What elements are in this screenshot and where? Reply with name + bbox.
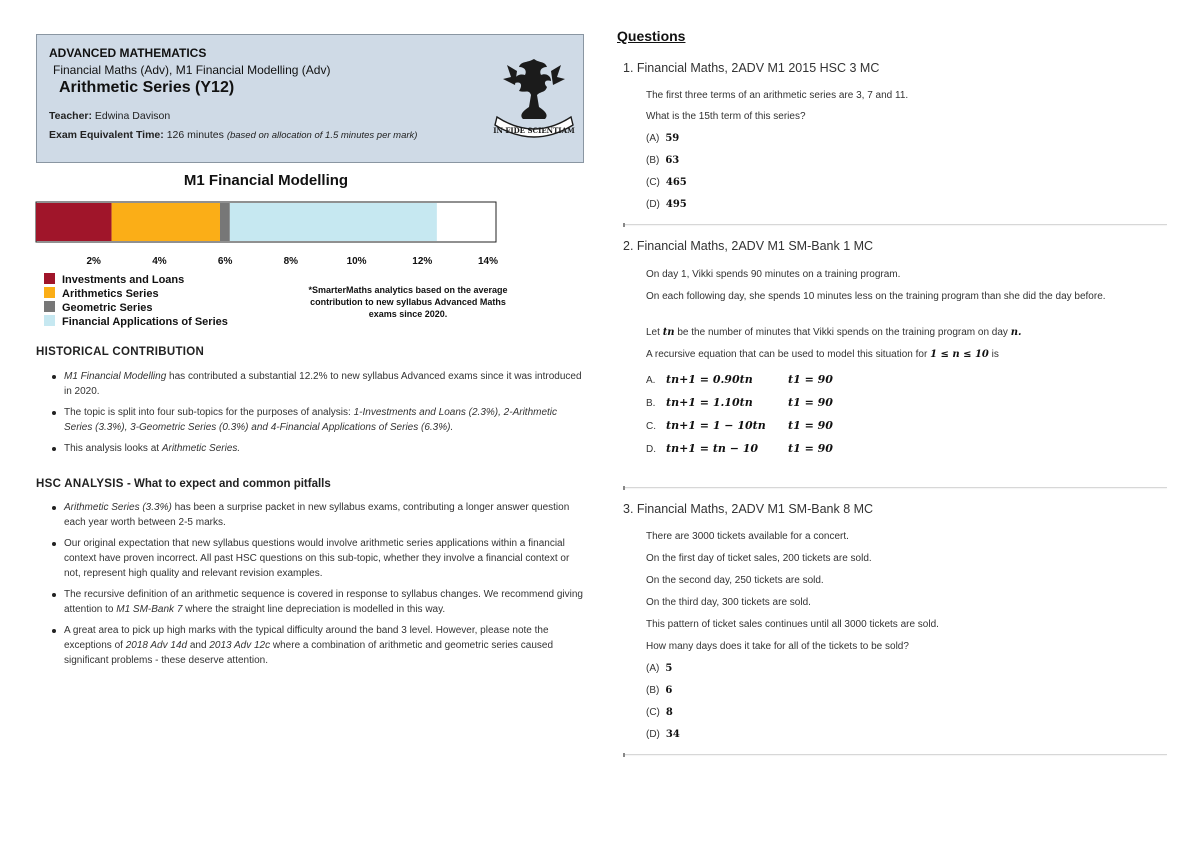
bullet-text: 2018 Adv 14d [125, 640, 188, 651]
math-range: 1 ≤ n ≤ 10 [930, 349, 989, 360]
questions-heading: Questions [617, 28, 686, 44]
bullet-item [36, 500, 586, 530]
exam-time-note: (based on allocation of 1.5 minutes per mark) [226, 130, 418, 141]
option-label: (B) [646, 685, 660, 696]
option-label: B. [646, 398, 656, 409]
x-tick-label: 6% [217, 256, 233, 267]
option-equation: tn+1 = 1 − 10tn [666, 419, 766, 432]
legend-swatch [44, 273, 55, 284]
bullet-text: Arithmetic Series (3.3%) [64, 502, 172, 513]
question-3-option[interactable] [646, 663, 672, 674]
chart-footnote: *SmarterMaths analytics based on the average contribution to new syllabus Advanced Maths exams since 2020. [308, 285, 508, 319]
question-2-title: 2. Financial Maths, 2ADV M1 SM-Bank 1 MC [623, 239, 874, 253]
question-3-option[interactable] [646, 729, 680, 740]
bullet-text: has contributed a substantial 12.2% to new syllabus Advanced exams since it was introduced in 2020. [64, 371, 582, 397]
question-divider [623, 754, 1167, 755]
option-value: 465 [665, 177, 687, 188]
legend-swatch [44, 301, 55, 312]
bullet-item [36, 441, 586, 456]
chart-title: M1 Financial Modelling [183, 172, 349, 189]
math-tn: tn [662, 327, 675, 338]
hsc-bullets [36, 500, 586, 674]
bullet-item [36, 536, 586, 581]
question-1-option[interactable] [646, 199, 687, 210]
question-1-option[interactable] [646, 155, 679, 166]
bullet-text: has been a surprise packet in new syllabus exams, contributing a longer answer question each year worth between 2-5 marks. [64, 502, 570, 528]
question-3-line: On the second day, 250 tickets are sold. [646, 575, 824, 586]
x-tick-label: 10% [346, 256, 367, 267]
x-tick-label: 12% [412, 256, 433, 267]
x-tick-label: 2% [86, 256, 101, 267]
legend-item [44, 301, 153, 314]
option-value: 63 [665, 155, 680, 166]
option-value: 495 [665, 199, 687, 210]
bullet-text: 1-Investments and Loans (2.3%), 2-Arithmetic Series (3.3%), 3-Geometric Series (0.3%) and 4-Financial Applications of Series (6.3%). [64, 407, 558, 433]
teacher-name: Edwina Davison [94, 110, 171, 122]
bullet-text: Our original expectation that new syllabus questions would involve arithmetic series applications within a financial context have proven incorrect. All past HSC questions on this sub-topic, whether they involve a financial context or not, represent high quality and relevant revision examples. [64, 538, 570, 579]
option-label: (B) [646, 155, 660, 166]
x-tick-label: 14% [477, 256, 499, 267]
let-prefix: Let [646, 327, 660, 338]
legend-swatch [44, 287, 55, 298]
subject-label: ADVANCED MATHEMATICS [49, 46, 207, 60]
legend-item [44, 273, 184, 286]
legend-label: Financial Applications of Series [62, 316, 228, 328]
option-label: (C) [646, 177, 660, 188]
bullet-text: M1 Financial Modelling [64, 371, 167, 382]
question-2-option[interactable] [646, 442, 833, 455]
stacked-bar-chart [30, 198, 510, 270]
option-initial: t1 = 90 [788, 373, 833, 386]
hsc-heading-main: HSC ANALYSIS [36, 478, 124, 490]
option-label: D. [646, 444, 656, 455]
historical-heading: HISTORICAL CONTRIBUTION [36, 346, 205, 358]
option-initial: t1 = 90 [788, 419, 833, 432]
bullet-text: where a combination of arithmetic and geometric series caused significant problems - these deserve attention. [64, 640, 554, 666]
option-value: 5 [665, 663, 673, 674]
option-label: (A) [646, 663, 660, 674]
recursive-prefix: A recursive equation that can be used to model this situation for [646, 349, 928, 360]
option-value: 8 [665, 707, 673, 718]
question-2-option[interactable] [646, 373, 833, 386]
legend-label: Arithmetics Series [62, 288, 159, 300]
question-2-option[interactable] [646, 419, 833, 432]
option-label: A. [646, 375, 656, 386]
teacher-line [49, 110, 170, 122]
question-2-let-line [646, 326, 1146, 340]
bullet-item [36, 587, 586, 617]
question-1-line: The first three terms of an arithmetic series are 3, 7 and 11. [646, 90, 909, 101]
school-crest-logo [489, 53, 579, 145]
math-n: n. [1010, 327, 1022, 338]
question-3-line: On the third day, 300 tickets are sold. [646, 597, 811, 608]
subtitle: Financial Maths (Adv), M1 Financial Modelling (Adv) [53, 63, 331, 77]
bar-segment [220, 203, 230, 241]
option-value: 6 [665, 685, 673, 696]
bullet-text: where the straight line depreciation is modelled in this way. [182, 604, 446, 615]
historical-bullets [36, 369, 586, 462]
exam-time-line [49, 129, 417, 141]
bullet-text: and [187, 640, 210, 651]
option-equation: tn+1 = 0.90tn [666, 373, 753, 386]
hsc-heading [36, 478, 331, 490]
option-label: (D) [646, 199, 660, 210]
bullet-item [36, 623, 586, 668]
legend-label: Investments and Loans [62, 274, 185, 286]
question-3-title: 3. Financial Maths, 2ADV M1 SM-Bank 8 MC [623, 502, 874, 516]
question-2-line: On day 1, Vikki spends 90 minutes on a training program. [646, 269, 901, 280]
question-divider [623, 224, 1167, 225]
recursive-suffix: is [991, 349, 999, 360]
bullet-text: The topic is split into four sub-topics for the purposes of analysis: [64, 407, 354, 418]
bullet-item [36, 369, 586, 399]
question-1-option[interactable] [646, 133, 679, 144]
question-3-line: There are 3000 tickets available for a concert. [646, 531, 849, 542]
legend-item [44, 287, 159, 300]
legend-label: Geometric Series [62, 302, 153, 314]
x-tick-label: 4% [152, 256, 167, 267]
x-tick-label: 8% [283, 256, 299, 267]
option-equation: tn+1 = tn − 10 [666, 442, 759, 455]
question-3-line: How many days does it take for all of the tickets to be sold? [646, 641, 909, 652]
option-equation: tn+1 = 1.10tn [666, 396, 753, 409]
teacher-label: Teacher: [49, 110, 92, 122]
option-label: (A) [646, 133, 660, 144]
page-title: Arithmetic Series (Y12) [59, 79, 235, 96]
bar-segment [36, 203, 112, 241]
option-label: C. [646, 421, 656, 432]
legend-swatch [44, 315, 55, 326]
bullet-text: M1 SM-Bank 7 [116, 604, 183, 615]
question-1-line: What is the 15th term of this series? [646, 111, 806, 122]
option-value: 59 [665, 133, 680, 144]
crest-motto: IN FIDE SCIENTIAM [493, 126, 575, 135]
question-2-line: On each following day, she spends 10 minutes less on the training program than she did the day before. [646, 291, 1106, 302]
question-1-title: 1. Financial Maths, 2ADV M1 2015 HSC 3 MC [623, 61, 880, 75]
question-3-line: On the first day of ticket sales, 200 tickets are sold. [646, 553, 872, 564]
legend-item [44, 315, 228, 328]
option-value: 34 [665, 729, 680, 740]
bullet-text: A great area to pick up high marks with the typical difficulty around the band 3 level. However, please note the exceptions of [64, 625, 549, 651]
bullet-text: The recursive definition of an arithmetic sequence is covered in response to syllabus changes. We recommend giving attention to [64, 589, 583, 615]
question-3-option[interactable] [646, 707, 673, 718]
option-label: (C) [646, 707, 660, 718]
exam-time-label: Exam Equivalent Time: [49, 129, 164, 141]
question-2-recursive-line [646, 348, 1146, 362]
option-initial: t1 = 90 [788, 442, 833, 455]
bar-segment [230, 203, 437, 241]
option-label: (D) [646, 729, 660, 740]
question-3-option[interactable] [646, 685, 672, 696]
bullet-text: Arithmetic Series. [161, 443, 241, 454]
exam-time-value: 126 minutes [166, 129, 224, 141]
bullet-text: 2013 Adv 12c [209, 640, 271, 651]
question-3-line: This pattern of ticket sales continues until all 3000 tickets are sold. [646, 619, 939, 630]
hsc-heading-rest: - What to expect and common pitfalls [123, 478, 331, 490]
option-initial: t1 = 90 [788, 396, 833, 409]
bar-segment [112, 203, 220, 241]
let-text: be the number of minutes that Vikki spends on the training program on day [677, 327, 1008, 338]
bullet-text: This analysis looks at [64, 443, 162, 454]
question-divider [623, 487, 1167, 488]
question-2-option[interactable] [646, 396, 833, 409]
header-box [36, 34, 584, 163]
question-1-option[interactable] [646, 177, 687, 188]
bullet-item [36, 405, 586, 435]
